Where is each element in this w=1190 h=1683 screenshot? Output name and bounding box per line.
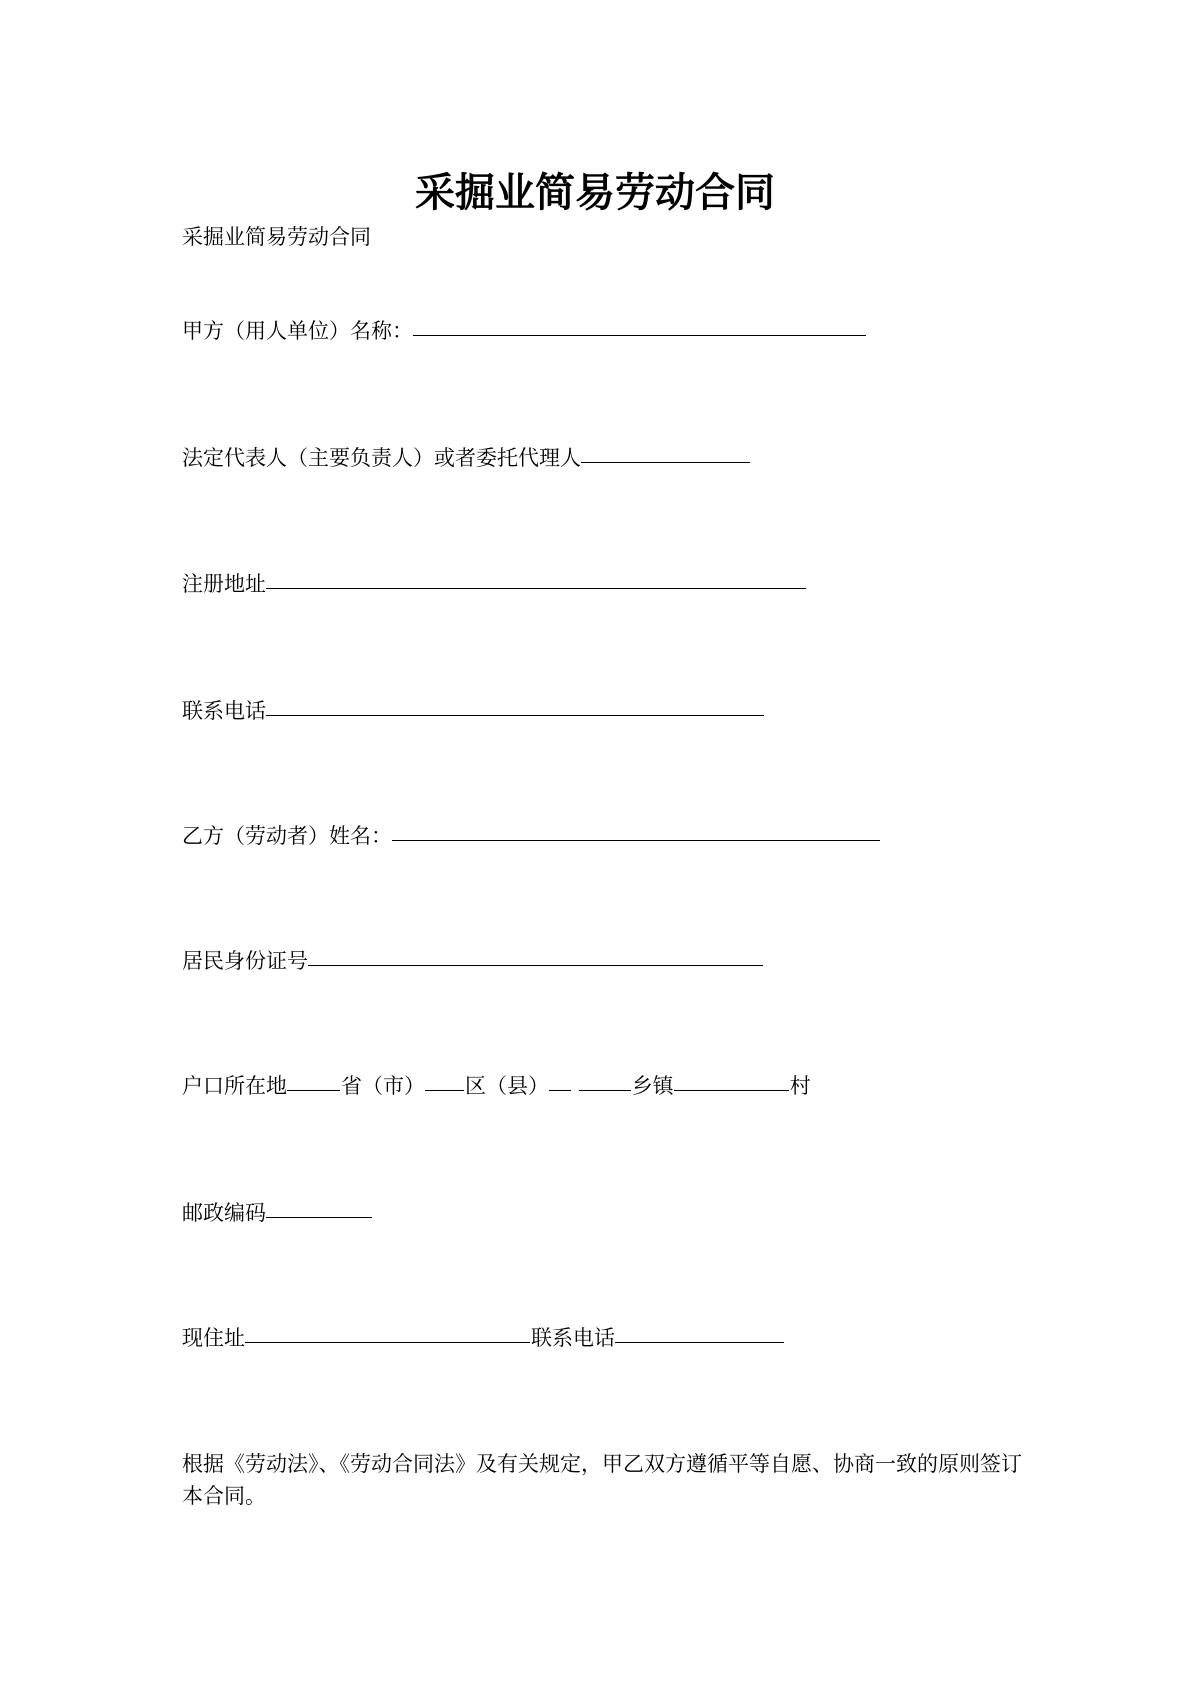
legal-rep-blank[interactable] [581, 461, 750, 463]
party-a-name-field [182, 318, 867, 344]
hukou-field [182, 1073, 811, 1099]
party-b-phone-blank[interactable] [615, 1341, 784, 1343]
hukou-district-blank[interactable] [425, 1089, 464, 1091]
reg-address-field [182, 571, 807, 597]
field-label: 联系电话 [182, 699, 266, 723]
party-a-name-blank[interactable] [413, 334, 866, 336]
party-b-name-blank[interactable] [392, 839, 880, 841]
field-label: 省（市） [341, 1074, 425, 1098]
current-address-blank[interactable] [245, 1341, 530, 1343]
document-title: 采掘业简易劳动合同 [415, 169, 775, 216]
id-number-field [182, 948, 764, 974]
party-a-phone-field [182, 698, 765, 724]
hukou-extra-blank[interactable] [549, 1089, 571, 1091]
field-label: 法定代表人（主要负责人）或者委托代理人 [182, 446, 581, 470]
document-subtitle: 采掘业简易劳动合同 [182, 225, 371, 249]
reg-address-blank[interactable] [266, 587, 806, 589]
contract-basis-paragraph: 根据《劳动法》、《劳动合同法》及有关规定，甲乙双方遵循平等自愿、协商一致的原则签订本合同。 [182, 1452, 1022, 1508]
hukou-village-blank[interactable] [674, 1089, 789, 1091]
postcode-blank[interactable] [266, 1216, 372, 1218]
field-label: 户口所在地 [182, 1074, 287, 1098]
id-number-blank[interactable] [308, 964, 763, 966]
hukou-town-blank[interactable] [579, 1089, 631, 1091]
postcode-field [182, 1200, 373, 1226]
field-label: 邮政编码 [182, 1201, 266, 1225]
field-label: 乙方（劳动者）姓名： [182, 824, 392, 848]
field-label: 居民身份证号 [182, 949, 308, 973]
party-b-name-field [182, 823, 881, 849]
field-label: 注册地址 [182, 572, 266, 596]
legal-rep-field [182, 445, 751, 471]
field-label: 现住址 [182, 1326, 245, 1350]
hukou-province-blank[interactable] [287, 1089, 340, 1091]
field-label: 区（县） [465, 1074, 549, 1098]
field-label: 乡镇 [631, 1074, 674, 1098]
field-label: 联系电话 [531, 1326, 615, 1350]
current-address-field [182, 1325, 785, 1351]
field-label: 甲方（用人单位）名称： [182, 319, 413, 343]
field-label: 村 [789, 1074, 811, 1098]
party-a-phone-blank[interactable] [266, 714, 764, 716]
